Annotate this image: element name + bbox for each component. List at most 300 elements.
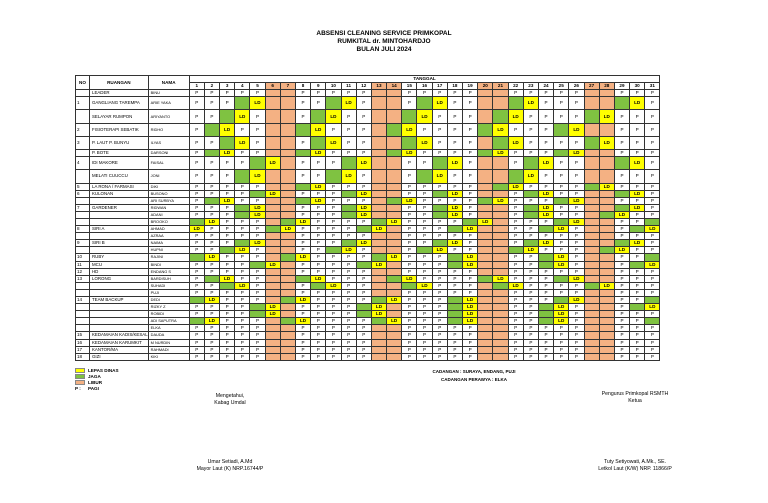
attendance-cell [220,110,235,123]
attendance-cell: P [645,110,660,123]
attendance-cell: P [326,318,341,325]
attendance-cell: LD [402,275,417,282]
row-nama: DARSONI [148,150,189,157]
attendance-cell: P [220,183,235,190]
attendance-cell [280,289,295,296]
attendance-cell: LD [417,282,432,289]
attendance-cell [326,247,341,254]
attendance-cell [250,311,265,318]
attendance-cell: P [204,339,219,346]
attendance-cell: P [235,226,250,233]
row-ruangan: KEDAMAIAN KADIS/KESAL [90,332,149,339]
attendance-cell [371,218,386,225]
attendance-cell: P [417,150,432,157]
attendance-cell [584,157,599,170]
attendance-cell: P [463,325,478,332]
attendance-cell: P [538,346,553,353]
attendance-cell: LD [569,150,584,157]
attendance-cell: P [432,150,447,157]
table-row [76,346,660,353]
attendance-cell: P [220,339,235,346]
attendance-cell: P [402,346,417,353]
attendance-cell [584,197,599,204]
attendance-cell [614,97,629,110]
attendance-cell: P [569,261,584,268]
attendance-cell: P [356,332,371,339]
attendance-cell: P [204,282,219,289]
table-row [76,233,660,240]
attendance-cell: P [417,268,432,275]
attendance-cell [387,157,402,170]
attendance-cell: LD [311,183,326,190]
attendance-cell [280,304,295,311]
attendance-cell [371,233,386,240]
attendance-cell: P [295,282,310,289]
attendance-cell: P [189,183,204,190]
attendance-cell: LD [447,157,462,170]
attendance-cell: P [630,282,645,289]
attendance-cell: P [463,353,478,360]
table-row [76,240,660,247]
attendance-cell [478,311,493,318]
attendance-cell [280,275,295,282]
attendance-cell: P [204,90,219,97]
attendance-cell: LD [569,218,584,225]
attendance-cell: P [326,268,341,275]
attendance-cell [645,318,660,325]
row-ruangan: GIZI [90,353,149,360]
attendance-cell: P [523,289,538,296]
attendance-cell: LD [387,254,402,261]
attendance-cell: LD [447,240,462,247]
attendance-cell: LD [463,297,478,304]
attendance-cell: P [538,353,553,360]
day-header: 30 [630,83,645,90]
attendance-cell: P [645,190,660,197]
attendance-cell: P [295,339,310,346]
table-row [76,123,660,136]
attendance-cell: P [614,123,629,136]
attendance-cell: LD [265,261,280,268]
signature-left-line2: Kabag Umdal [214,400,246,406]
attendance-cell [265,318,280,325]
attendance-cell: P [204,240,219,247]
attendance-cell: P [356,297,371,304]
attendance-cell: P [220,289,235,296]
attendance-cell: P [508,218,523,225]
attendance-cell: P [326,226,341,233]
attendance-cell [478,289,493,296]
attendance-cell: P [645,339,660,346]
attendance-cell: P [417,211,432,218]
attendance-cell: P [220,233,235,240]
attendance-cell: P [189,123,204,136]
attendance-cell: P [508,211,523,218]
attendance-cell: P [250,218,265,225]
attendance-cell: P [447,97,462,110]
attendance-cell [584,282,599,289]
attendance-cell: P [311,204,326,211]
attendance-cell: P [523,332,538,339]
attendance-cell: P [189,282,204,289]
attendance-cell: P [250,268,265,275]
attendance-cell [387,197,402,204]
attendance-cell [371,211,386,218]
attendance-cell: P [614,304,629,311]
attendance-cell: P [250,339,265,346]
attendance-cell [584,97,599,110]
attendance-cell: P [189,170,204,183]
attendance-cell: P [538,275,553,282]
attendance-cell: P [614,289,629,296]
attendance-cell: P [356,90,371,97]
attendance-cell [584,90,599,97]
attendance-cell [599,275,614,282]
attendance-cell: P [630,289,645,296]
attendance-cell: P [402,339,417,346]
legend-swatch-libur [75,380,85,385]
attendance-cell: P [402,254,417,261]
attendance-cell [584,268,599,275]
attendance-cell [387,332,402,339]
attendance-cell: LD [463,318,478,325]
attendance-cell: P [569,332,584,339]
day-header: 8 [295,83,310,90]
attendance-cell: P [645,325,660,332]
attendance-cell [584,190,599,197]
attendance-cell: P [341,123,356,136]
attendance-cell: P [508,325,523,332]
attendance-cell [523,240,538,247]
table-row [76,332,660,339]
attendance-cell [280,318,295,325]
attendance-cell: P [645,282,660,289]
attendance-cell: P [447,183,462,190]
attendance-cell [538,304,553,311]
attendance-cell: P [432,226,447,233]
attendance-cell: P [220,318,235,325]
row-ruangan [90,289,149,296]
attendance-cell: P [341,197,356,204]
attendance-cell: P [447,136,462,149]
attendance-cell [478,157,493,170]
attendance-cell [493,183,508,190]
attendance-cell: P [447,218,462,225]
attendance-cell [584,304,599,311]
table-row [76,183,660,190]
attendance-cell: P [295,211,310,218]
attendance-cell [265,150,280,157]
day-header: 2 [204,83,219,90]
attendance-cell: P [447,325,462,332]
attendance-cell: P [614,282,629,289]
attendance-cell: P [204,110,219,123]
attendance-cell: P [508,157,523,170]
attendance-cell [554,123,569,136]
attendance-cell: P [250,254,265,261]
attendance-cell [584,183,599,190]
attendance-cell [295,123,310,136]
signature-right-line1: Pengurus Primkopal RSMTH [601,391,669,397]
attendance-cell: P [220,297,235,304]
attendance-cell [584,233,599,240]
attendance-cell: P [235,289,250,296]
attendance-cell: P [402,297,417,304]
attendance-cell: P [204,157,219,170]
attendance-cell [280,197,295,204]
attendance-cell: P [295,226,310,233]
attendance-cell [493,311,508,318]
attendance-cell [280,123,295,136]
attendance-cell: P [341,90,356,97]
attendance-cell: P [645,204,660,211]
attendance-cell: P [204,97,219,110]
attendance-cell [630,226,645,233]
attendance-cell: P [311,339,326,346]
attendance-cell: LD [265,157,280,170]
signatory-right-name: Tuty Setiyowati, A.Mk., SE. [603,459,667,465]
day-header: 25 [554,83,569,90]
attendance-cell [265,97,280,110]
attendance-cell: LD [402,197,417,204]
attendance-cell [584,289,599,296]
attendance-cell [554,150,569,157]
table-row [76,311,660,318]
attendance-cell [371,110,386,123]
attendance-cell: P [463,157,478,170]
attendance-cell: P [508,268,523,275]
row-nama: BUSONO [148,190,189,197]
attendance-cell: LD [250,170,265,183]
row-ruangan: LEADER [90,90,149,97]
attendance-cell: P [554,190,569,197]
attendance-cell: P [508,275,523,282]
row-ruangan: KEDAMAIAN KARUMKIT [90,339,149,346]
attendance-cell [584,240,599,247]
attendance-cell: LD [235,282,250,289]
table-row [76,353,660,360]
attendance-cell: LD [614,247,629,254]
attendance-cell [341,190,356,197]
signature-right [580,391,690,405]
attendance-cell: P [220,353,235,360]
attendance-cell [432,211,447,218]
attendance-cell: LD [569,197,584,204]
attendance-cell: P [295,233,310,240]
attendance-cell: P [614,311,629,318]
attendance-cell: P [250,226,265,233]
attendance-cell: P [508,311,523,318]
attendance-cell: P [417,204,432,211]
row-ruangan: LA RONA / FARMASI [90,183,149,190]
attendance-cell: P [295,289,310,296]
attendance-cell [280,261,295,268]
attendance-cell [645,254,660,261]
attendance-cell: P [463,190,478,197]
attendance-cell: P [417,275,432,282]
attendance-cell: P [523,110,538,123]
row-ruangan [90,325,149,332]
attendance-cell: LD [371,304,386,311]
legend-label-jaga: JAGA [88,373,101,379]
attendance-cell [493,218,508,225]
attendance-cell [280,211,295,218]
attendance-cell [265,332,280,339]
attendance-cell: P [295,157,310,170]
attendance-cell: P [311,233,326,240]
attendance-cell [387,136,402,149]
attendance-cell: LD [599,110,614,123]
attendance-cell: P [645,240,660,247]
attendance-cell [478,123,493,136]
attendance-cell [356,304,371,311]
attendance-cell [371,190,386,197]
attendance-cell: LD [614,211,629,218]
attendance-cell [280,339,295,346]
attendance-cell: P [341,226,356,233]
signatory-right [565,459,705,473]
attendance-cell [493,353,508,360]
attendance-table [75,75,660,361]
attendance-cell: LD [265,190,280,197]
attendance-cell: P [523,136,538,149]
attendance-cell [493,339,508,346]
attendance-cell [387,110,402,123]
attendance-cell [280,97,295,110]
day-header: 10 [326,83,341,90]
day-header: 12 [356,83,371,90]
attendance-cell: P [326,332,341,339]
attendance-cell [265,218,280,225]
attendance-cell [478,332,493,339]
attendance-cell: P [569,346,584,353]
attendance-cell: P [554,136,569,149]
row-no: 1 [76,97,90,110]
attendance-cell: P [614,218,629,225]
attendance-cell [220,282,235,289]
table-row [76,97,660,110]
attendance-cell: P [645,211,660,218]
row-no: 10 [76,254,90,261]
attendance-cell: P [311,297,326,304]
attendance-cell: P [189,353,204,360]
legend-code-pagi: P : [75,385,81,391]
attendance-cell: P [356,275,371,282]
attendance-cell: P [417,183,432,190]
attendance-cell: P [614,254,629,261]
attendance-cell: P [311,90,326,97]
attendance-cell [478,282,493,289]
attendance-cell [478,247,493,254]
attendance-cell: P [447,346,462,353]
attendance-cell [493,233,508,240]
attendance-cell: P [356,123,371,136]
attendance-cell: P [523,304,538,311]
row-nama: ELKA [148,325,189,332]
attendance-cell [493,254,508,261]
attendance-cell: P [250,247,265,254]
attendance-cell: LD [554,261,569,268]
attendance-cell [599,233,614,240]
table-row [76,136,660,149]
attendance-cell: P [569,97,584,110]
attendance-cell: LD [645,304,660,311]
attendance-cell: P [645,170,660,183]
attendance-cell: P [538,233,553,240]
row-ruangan: FISIOTERAPI SEBATIK [90,123,149,136]
attendance-cell: P [614,346,629,353]
attendance-cell: P [508,318,523,325]
attendance-cell: P [220,254,235,261]
attendance-cell: P [295,190,310,197]
legend-label-libur: LIBUR [88,379,103,385]
attendance-cell: P [311,346,326,353]
attendance-cell [326,170,341,183]
attendance-cell: LD [599,282,614,289]
attendance-cell [371,289,386,296]
attendance-cell: P [250,233,265,240]
table-row [76,204,660,211]
attendance-cell [478,268,493,275]
attendance-cell: P [447,197,462,204]
attendance-cell [387,226,402,233]
attendance-cell [387,97,402,110]
attendance-cell [265,90,280,97]
attendance-cell [523,211,538,218]
row-nama: RIDWAN [148,204,189,211]
header-row [76,76,660,83]
day-header: 23 [523,83,538,90]
attendance-cell: P [204,353,219,360]
attendance-cell [204,197,219,204]
attendance-cell: P [554,183,569,190]
attendance-cell: P [341,150,356,157]
attendance-cell: P [538,110,553,123]
attendance-cell [508,97,523,110]
attendance-cell: P [538,97,553,110]
day-header: 17 [432,83,447,90]
attendance-cell: LD [356,204,371,211]
attendance-cell: LD [356,190,371,197]
attendance-cell [280,240,295,247]
attendance-cell: P [204,346,219,353]
attendance-cell: P [326,346,341,353]
attendance-cell [371,325,386,332]
attendance-cell: LD [250,97,265,110]
attendance-cell: P [614,197,629,204]
attendance-cell [584,170,599,183]
row-nama: KIKI [148,353,189,360]
row-nama: DIKI [148,183,189,190]
attendance-cell: P [311,97,326,110]
attendance-cell [371,282,386,289]
attendance-cell: P [432,197,447,204]
attendance-cell: P [569,110,584,123]
attendance-cell: LD [523,97,538,110]
attendance-cell: P [645,332,660,339]
attendance-cell: P [569,282,584,289]
row-nama: BINU [148,90,189,97]
attendance-cell [280,332,295,339]
table-row [76,150,660,157]
attendance-cell: P [189,325,204,332]
attendance-cell: P [614,226,629,233]
attendance-cell: P [250,297,265,304]
attendance-cell [599,289,614,296]
table-row [76,190,660,197]
attendance-cell [341,157,356,170]
attendance-cell: P [326,218,341,225]
